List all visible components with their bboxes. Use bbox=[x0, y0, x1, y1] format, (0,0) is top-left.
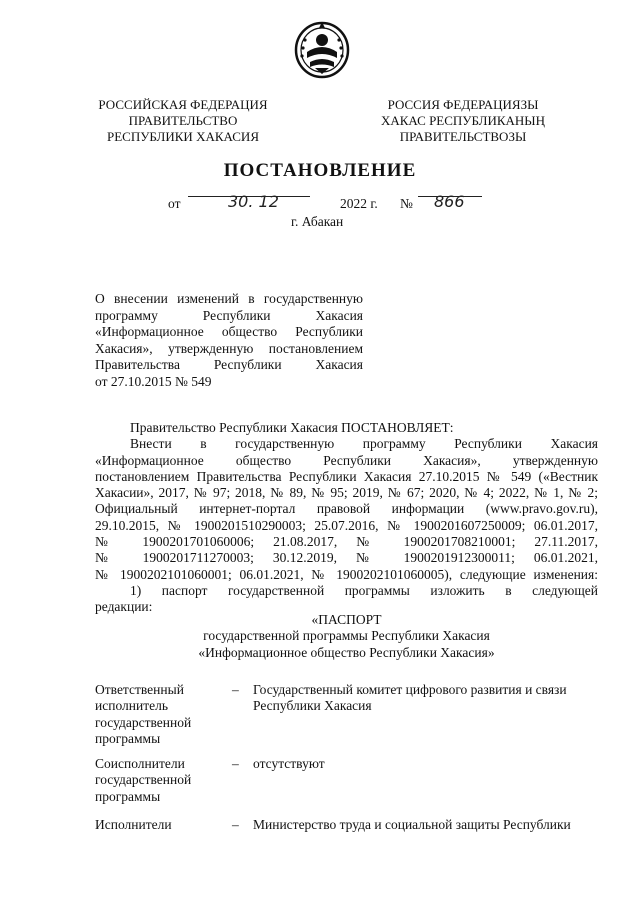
header-left-line: ПРАВИТЕЛЬСТВО bbox=[128, 113, 238, 128]
body-line: 29.10.2015, № 1900201510290003; 25.07.2016, № 1900201607250009; 06.01.2017, bbox=[95, 517, 598, 533]
row-label-line: государственной bbox=[95, 714, 192, 730]
header-left-line: РЕСПУБЛИКИ ХАКАСИЯ bbox=[106, 129, 259, 144]
header-left-line: РОССИЙСКАЯ ФЕДЕРАЦИЯ bbox=[98, 97, 268, 112]
subject-line: Правительства Республики Хакасия bbox=[95, 357, 363, 372]
header-right bbox=[368, 97, 558, 145]
date-prefix: от bbox=[168, 196, 181, 211]
body-line: 1) паспорт государственной программы изложить в следующей bbox=[130, 582, 598, 598]
row-label-line: Исполнители bbox=[95, 817, 172, 832]
body-line: «Информационное общество Республики Хакасия», утвержденную bbox=[95, 452, 598, 468]
number-sign: № bbox=[400, 196, 413, 211]
date-year: 2022 г. bbox=[340, 196, 378, 211]
row-label-line: исполнитель bbox=[95, 698, 168, 714]
row-value: Министерство труда и социальной защиты Республики bbox=[253, 817, 571, 832]
row-label-line: Ответственный bbox=[95, 682, 184, 697]
body-line: № 1900202101060001; 06.01.2021, № 1900202101060005), следующие изменения: bbox=[95, 566, 598, 582]
header-left bbox=[88, 97, 278, 145]
subject-block bbox=[95, 291, 363, 390]
body-line: Хакасии», 2017, № 97; 2018, № 89, № 95; 2019, № 67; 2020, № 4; 2022, № 1, № 2; bbox=[95, 485, 598, 501]
date-day-month: 30. 12 bbox=[228, 192, 279, 211]
row-label-line: государственной bbox=[95, 772, 192, 788]
row-label-line: программы bbox=[95, 788, 161, 804]
row-label-line: программы bbox=[95, 730, 161, 746]
row-label bbox=[95, 682, 213, 747]
passport-subtitle: «Информационное общество Республики Хакасия» bbox=[198, 644, 495, 660]
row-dash: – bbox=[232, 756, 239, 771]
body-line: постановлением Правительства Республики Хакасия 27.10.2015 № 549 («Вестник bbox=[95, 468, 598, 484]
subject-line: от 27.10.2015 № 549 bbox=[95, 373, 212, 389]
header-right-line: ПРАВИТЕЛЬСТВОЗЫ bbox=[399, 129, 527, 144]
subject-line: программу Республики Хакасия bbox=[95, 307, 363, 323]
subject-line: О внесении изменений в государственную bbox=[95, 291, 363, 306]
passport-heading bbox=[95, 612, 598, 661]
row-value: Государственный комитет цифрового развития и связи Республики Хакасия bbox=[253, 682, 567, 714]
header-right-line: РОССИЯ ФЕДЕРАЦИЯЗЫ bbox=[387, 97, 539, 112]
subject-line: Хакасия», утвержденную постановлением bbox=[95, 340, 363, 356]
decree-line: Правительство Республики Хакасия ПОСТАНОВЛЯЕТ: bbox=[130, 420, 454, 435]
row-value: отсутствуют bbox=[253, 756, 325, 771]
date-line bbox=[168, 192, 488, 216]
body-line: № 1900201701060006; 21.08.2017, № 1900201708210001; 27.11.2017, bbox=[95, 534, 598, 550]
row-dash: – bbox=[232, 817, 239, 832]
body-line: № 1900201711270003; 30.12.2019, № 1900201912300011; 06.01.2021, bbox=[95, 550, 598, 566]
row-label-line: Соисполнители bbox=[95, 756, 185, 771]
subject-line: «Информационное общество Республики bbox=[95, 324, 363, 339]
document-number: 866 bbox=[434, 192, 465, 211]
passport-subtitle: государственной программы Республики Хакасия bbox=[203, 628, 490, 644]
coat-of-arms-icon bbox=[293, 18, 351, 80]
row-dash: – bbox=[232, 682, 239, 697]
body-line: Официальный интернет-портал правовой информации (www.pravo.gov.ru), bbox=[95, 501, 598, 517]
body-line: редакции: bbox=[95, 599, 153, 615]
body-text bbox=[95, 420, 598, 616]
city: г. Абакан bbox=[291, 214, 344, 229]
row-label bbox=[95, 817, 213, 833]
passport-title: «ПАСПОРТ bbox=[311, 612, 382, 627]
body-line: Внести в государственную программу Республики Хакасия bbox=[130, 436, 598, 452]
header-right-line: ХАКАС РЕСПУБЛИКАНЫҢ bbox=[380, 113, 546, 128]
row-label bbox=[95, 756, 213, 805]
document-title: ПОСТАНОВЛЕНИЕ bbox=[223, 160, 417, 181]
